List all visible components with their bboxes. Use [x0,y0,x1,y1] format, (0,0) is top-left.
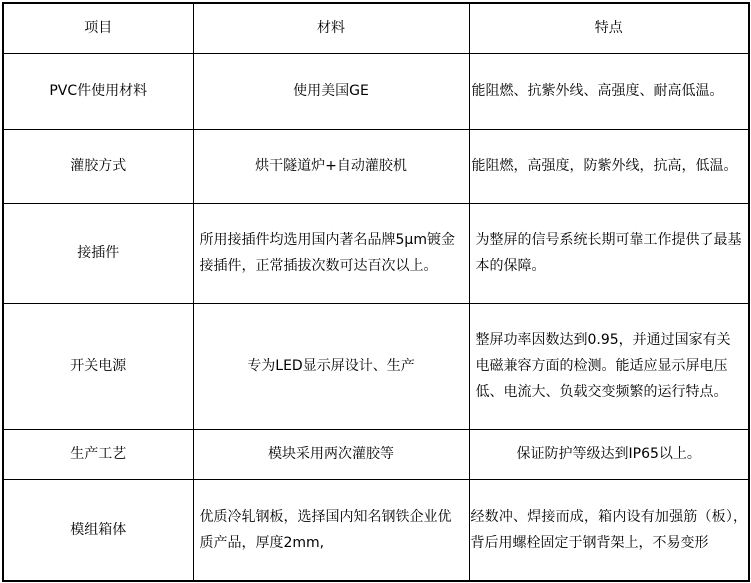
cell-material-text: 优质冷轧钢板，选择国内知名钢铁企业优质产品，厚度2mm, [199,508,452,551]
table-row [3,53,749,129]
header-feature: 特点 [469,3,749,53]
cell-feature [469,53,749,129]
table-row [3,429,749,479]
cell-feature [469,303,749,429]
cell-feature-text: 整屏功率因数达到0.95，并通过国家有关电磁兼容方面的检测。能适应显示屏电压低、电流大、负载交变频繁的运行特点。 [475,332,731,400]
cell-feature [469,129,749,203]
cell-feature-text: 经数冲、焊接而成，箱内设有加强筋（板），背后用螺栓固定于钢背架上，不易变形 [470,508,747,551]
header-material: 材料 [193,3,469,53]
cell-feature-text: 能阻燃，高强度，防紫外线，抗高，低温。 [471,158,738,174]
cell-material: 专为LED显示屏设计、生产 [193,303,469,429]
cell-feature-text: 能阻燃、抗紫外线、高强度、耐高低温。 [471,83,724,99]
cell-item: PVC件使用材料 [3,53,193,129]
cell-item: 灌胶方式 [3,129,193,203]
cell-material [193,479,469,581]
cell-material: 使用美国GE [193,53,469,129]
cell-feature [469,479,749,581]
table-row [3,479,749,581]
cell-item: 开关电源 [3,303,193,429]
table-row [3,303,749,429]
cell-material: 烘干隧道炉+自动灌胶机 [193,129,469,203]
cell-material [193,203,469,303]
header-item: 项目 [3,3,193,53]
cell-item: 生产工艺 [3,429,193,479]
table-header-row [3,3,749,53]
cell-material-text: 所用接插件均选用国内著名品牌5μm镀金接插件，正常插拔次数可达百次以上。 [199,232,455,274]
specification-table [2,2,750,582]
cell-feature: 保证防护等级达到IP65以上。 [469,429,749,479]
cell-item: 模组箱体 [3,479,193,581]
table-row [3,129,749,203]
table-row [3,203,749,303]
cell-feature [469,203,749,303]
cell-item: 接插件 [3,203,193,303]
cell-material: 模块采用两次灌胶等 [193,429,469,479]
cell-feature-text: 为整屏的信号系统长期可靠工作提供了最基本的保障。 [475,232,742,274]
